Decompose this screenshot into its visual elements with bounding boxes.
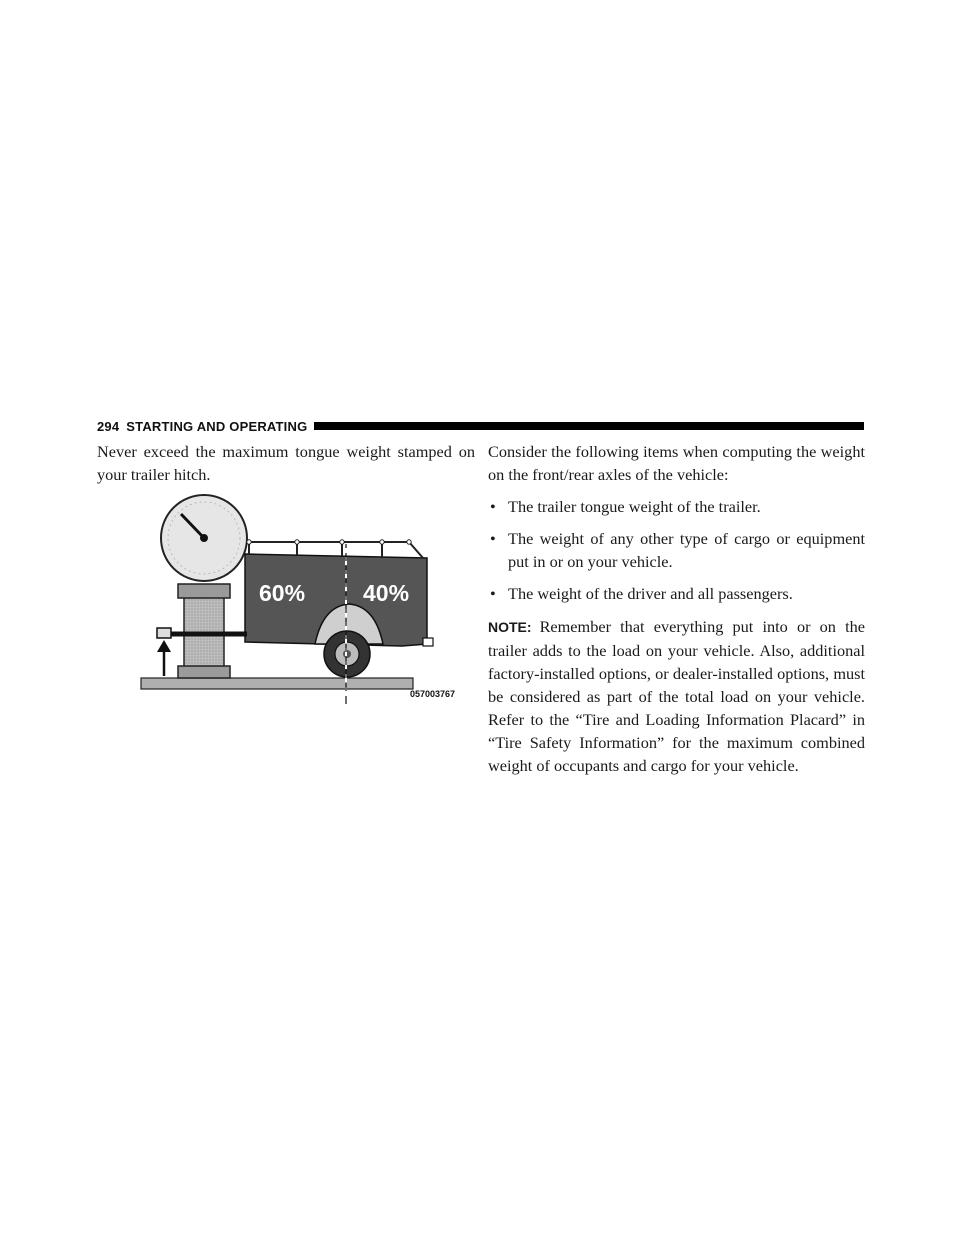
list-item: • The weight of the driver and all passengers. xyxy=(490,584,793,603)
list-item: • The weight of any other type of cargo or equipment put in or on your vehicle. xyxy=(490,529,865,571)
bullet-icon: • xyxy=(490,497,496,516)
axle-weight-intro: Consider the following items when computing the weight on the front/rear axles of the vehicle: xyxy=(488,442,865,484)
bullet-icon: • xyxy=(490,584,496,603)
hitch-coupler xyxy=(157,628,171,638)
note-paragraph xyxy=(488,615,865,777)
weight-items-list xyxy=(488,495,865,605)
page-number: 294 xyxy=(97,418,120,434)
note-label: NOTE: xyxy=(488,619,532,635)
tongue-weight-paragraph: Never exceed the maximum tongue weight stamped on your trailer hitch. xyxy=(97,442,475,484)
ground xyxy=(141,678,413,689)
figure-code: 057003767 xyxy=(410,689,456,699)
rear-percent-label: 40% xyxy=(363,580,410,606)
left-column xyxy=(97,440,475,486)
page-header xyxy=(97,418,864,434)
list-item: • The trailer tongue weight of the trailer. xyxy=(490,497,761,516)
header-rule xyxy=(314,422,864,430)
right-column xyxy=(488,440,865,777)
front-percent-label: 60% xyxy=(259,580,306,606)
section-title: STARTING AND OPERATING xyxy=(126,418,308,434)
trailer-weight-figure xyxy=(137,494,471,710)
trailer-illustration xyxy=(137,494,471,710)
note-text: Remember that everything put into or on the trailer adds to the load on your vehicle. Also, additional factory-installed options, or dealer-installed options, must be considered as part of the total load on your vehicle. Refer to the “Tire and Loading Information Placard” in “Tire Safety Information” for the maximum combined weight of occupants and cargo for your vehicle. xyxy=(488,617,865,775)
bullet-icon: • xyxy=(490,529,496,548)
